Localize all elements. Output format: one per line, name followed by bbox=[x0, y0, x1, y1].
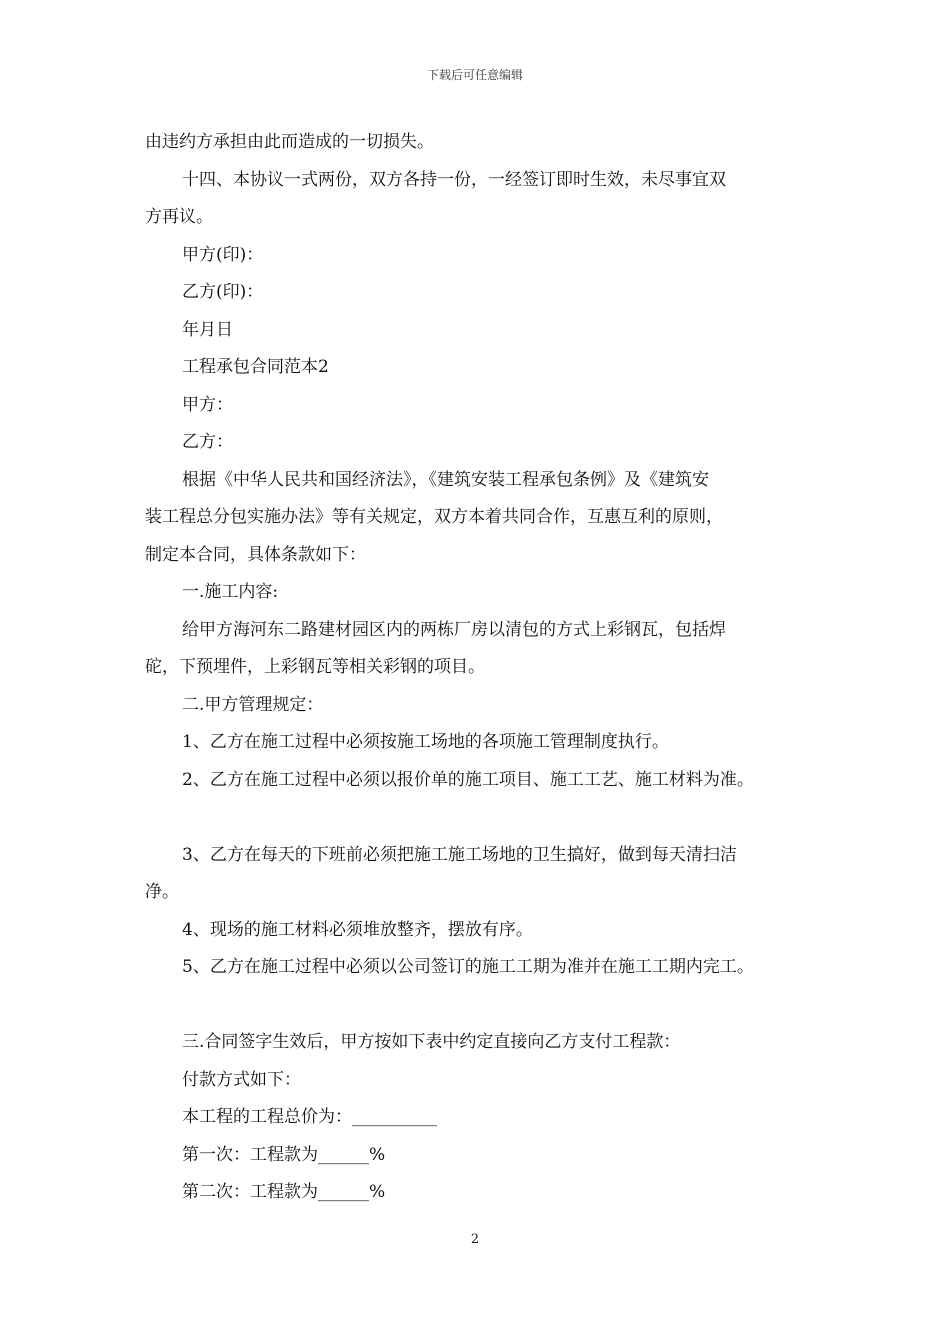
signature-party-a: 甲方(印)： bbox=[182, 244, 264, 265]
signature-party-b: 乙方(印)： bbox=[182, 282, 264, 302]
payment-first-line: 第一次：工程款为______% bbox=[182, 1144, 386, 1165]
party-a-line: 甲方： bbox=[182, 394, 233, 415]
paragraph-line: 方再议。 bbox=[145, 207, 213, 227]
clause-heading: 一.施工内容: bbox=[182, 582, 279, 602]
party-b-line: 乙方： bbox=[182, 432, 233, 452]
clause-heading: 二.甲方管理规定： bbox=[182, 694, 324, 715]
document-body bbox=[145, 124, 825, 1212]
clause-heading: 三.合同签字生效后，甲方按如下表中约定直接向乙方支付工程款： bbox=[182, 1032, 681, 1052]
paragraph-line: 砣，下预埋件，上彩钢瓦等相关彩钢的项目。 bbox=[145, 657, 485, 677]
paragraph-line: 由违约方承担由此而造成的一切损失。 bbox=[145, 132, 434, 152]
spacer bbox=[145, 799, 825, 837]
list-item: 3、乙方在每天的下班前必须把施工施工场地的卫生搞好，做到每天清扫洁 bbox=[182, 844, 737, 865]
paragraph-line: 付款方式如下： bbox=[182, 1069, 301, 1090]
section-title: 工程承包合同范本2 bbox=[182, 357, 329, 377]
paragraph-line: 制定本合同，具体条款如下： bbox=[145, 544, 366, 565]
page-header: 下载后可任意编辑 bbox=[426, 68, 523, 82]
paragraph-line: 净。 bbox=[145, 882, 179, 902]
total-price-line: 本工程的工程总价为：__________ bbox=[182, 1107, 437, 1127]
paragraph-line: 根据《中华人民共和国经济法》，《建筑安装工程承包条例》及《建筑安 bbox=[182, 469, 709, 490]
spacer bbox=[145, 987, 825, 1025]
page-number: 2 bbox=[470, 1232, 480, 1247]
paragraph-line: 给甲方海河东二路建材园区内的两栋厂房以清包的方式上彩钢瓦，包括焊 bbox=[182, 619, 726, 640]
list-item: 5、乙方在施工过程中必须以公司签订的施工工期为准并在施工工期内完工。 bbox=[182, 957, 754, 977]
paragraph-line: 十四、本协议一式两份，双方各持一份，一经签订即时生效，未尽事宜双 bbox=[182, 169, 726, 190]
paragraph-line: 装工程总分包实施办法》等有关规定，双方本着共同合作，互惠互利的原则， bbox=[145, 507, 723, 527]
date-line: 年月日 bbox=[182, 319, 233, 340]
payment-second-line: 第二次：工程款为______% bbox=[182, 1182, 386, 1202]
list-item: 2、乙方在施工过程中必须以报价单的施工项目、施工工艺、施工材料为准。 bbox=[182, 769, 754, 790]
list-item: 1、乙方在施工过程中必须按施工场地的各项施工管理制度执行。 bbox=[182, 732, 669, 752]
list-item: 4、现场的施工材料必须堆放整齐，摆放有序。 bbox=[182, 919, 533, 940]
